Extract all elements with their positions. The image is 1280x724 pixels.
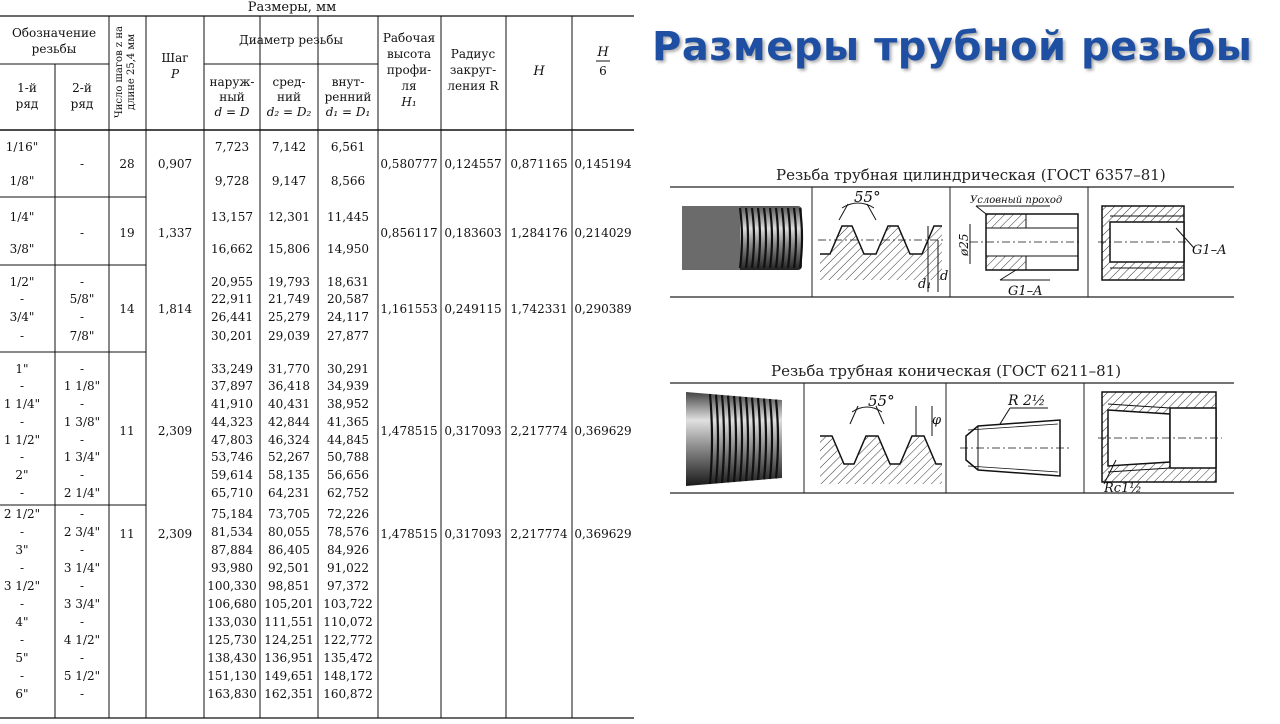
cell-height: 0,856117 — [380, 226, 438, 240]
cell-outer-diameter: 13,157 — [211, 210, 253, 224]
cell-H6: 0,369629 — [574, 527, 632, 541]
cyl-section-thread-label: G1–A — [1008, 284, 1043, 299]
cell-mid-diameter: 105,201 — [264, 597, 314, 611]
cell-mid-diameter: 124,251 — [264, 633, 314, 647]
header-H6-den: 6 — [599, 64, 607, 78]
cell-mid-diameter: 52,267 — [268, 450, 310, 464]
cell-row2: 1 3/8" — [63, 415, 101, 429]
header-row1: 1-й — [17, 81, 37, 95]
cell-row2: 5 1/2" — [63, 669, 101, 683]
header-height: высота — [386, 47, 432, 61]
cell-mid-diameter: 29,039 — [268, 329, 310, 343]
header-designation: резьбы — [31, 42, 77, 56]
cell-mid-diameter: 73,705 — [268, 507, 310, 521]
header-mid: ний — [277, 90, 301, 104]
cell-row1: 1 1/4" — [3, 397, 41, 411]
header-row1: ряд — [15, 97, 39, 111]
conical-internal-drawing — [1098, 392, 1222, 484]
header-row2: ряд — [70, 97, 94, 111]
header-mid: d₂ = D₂ — [266, 105, 312, 119]
header-inner: ренний — [324, 90, 372, 104]
cell-row1: 1/8" — [9, 174, 35, 188]
cell-row1: 5" — [15, 651, 29, 665]
cell-count: 14 — [119, 302, 135, 316]
cell-inner-diameter: 30,291 — [327, 362, 369, 376]
cell-outer-diameter: 30,201 — [211, 329, 253, 343]
cell-H6: 0,214029 — [574, 226, 632, 240]
cell-mid-diameter: 86,405 — [268, 543, 310, 557]
cell-height: 1,161553 — [380, 302, 438, 316]
cylindrical-section-drawing — [970, 206, 1082, 280]
cell-mid-diameter: 64,231 — [268, 486, 310, 500]
cell-outer-diameter: 41,910 — [211, 397, 253, 411]
cell-inner-diameter: 11,445 — [327, 210, 369, 224]
cell-outer-diameter: 93,980 — [211, 561, 253, 575]
cell-row2: - — [79, 651, 85, 665]
cell-row1: - — [19, 597, 25, 611]
header-height: ля — [401, 79, 417, 93]
cell-row1: - — [19, 329, 25, 343]
cell-row2: 5/8" — [69, 292, 95, 306]
cell-outer-diameter: 26,441 — [211, 310, 253, 324]
cell-outer-diameter: 81,534 — [211, 525, 253, 539]
cell-row1: - — [19, 292, 25, 306]
cell-inner-diameter: 38,952 — [327, 397, 369, 411]
header-dimensions: Размеры, мм — [247, 0, 337, 15]
cell-inner-diameter: 122,772 — [323, 633, 373, 647]
header-pitch-symbol: P — [170, 67, 180, 81]
cell-mid-diameter: 98,851 — [268, 579, 310, 593]
header-outer: d = D — [214, 105, 250, 119]
conical-caption: Резьба трубная коническая (ГОСТ 6211–81) — [771, 362, 1122, 380]
cell-outer-diameter: 133,030 — [207, 615, 257, 629]
cell-inner-diameter: 103,722 — [323, 597, 373, 611]
header-inner: внут- — [331, 75, 365, 89]
cell-H: 1,742331 — [510, 302, 568, 316]
cell-H: 2,217774 — [510, 527, 568, 541]
header-outer: наруж- — [209, 75, 255, 89]
cell-outer-diameter: 151,130 — [207, 669, 257, 683]
cell-inner-diameter: 20,587 — [327, 292, 369, 306]
cell-inner-diameter: 18,631 — [327, 275, 369, 289]
cell-row1: 1/4" — [9, 210, 35, 224]
cell-mid-diameter: 21,749 — [268, 292, 310, 306]
cell-row1: 1/16" — [5, 140, 39, 154]
cell-outer-diameter: 138,430 — [207, 651, 257, 665]
cell-row1: 1/2" — [9, 275, 35, 289]
cell-mid-diameter: 136,951 — [264, 651, 314, 665]
cell-mid-diameter: 40,431 — [268, 397, 310, 411]
conical-pipe-photo — [686, 392, 782, 486]
cell-row2: 4 1/2" — [63, 633, 101, 647]
cell-row2: 2 3/4" — [63, 525, 101, 539]
cell-mid-diameter: 36,418 — [268, 379, 310, 393]
cell-inner-diameter: 148,172 — [323, 669, 373, 683]
conical-profile-drawing — [820, 406, 942, 484]
cell-outer-diameter: 37,897 — [211, 379, 253, 393]
cell-row1: 3" — [15, 543, 29, 557]
cell-row1: - — [19, 415, 25, 429]
cell-inner-diameter: 110,072 — [323, 615, 373, 629]
cell-row1: - — [19, 669, 25, 683]
cell-count: 11 — [119, 424, 135, 438]
cell-row2: - — [79, 507, 85, 521]
cell-count: 11 — [119, 527, 135, 541]
cell-outer-diameter: 125,730 — [207, 633, 257, 647]
header-inner: d₁ = D₁ — [325, 105, 371, 119]
cell-row2: 7/8" — [69, 329, 95, 343]
cell-row2: - — [79, 687, 85, 701]
cell-row2: - — [79, 397, 85, 411]
cell-mid-diameter: 9,147 — [271, 174, 307, 188]
cell-row1: - — [19, 633, 25, 647]
cell-row2: - — [79, 543, 85, 557]
cell-H: 0,871165 — [510, 157, 568, 171]
phi-label: φ — [932, 413, 942, 428]
diameter-label: ø25 — [957, 233, 971, 256]
cell-mid-diameter: 162,351 — [264, 687, 314, 701]
r-label: R 2½ — [1008, 393, 1046, 409]
cell-mid-diameter: 15,806 — [268, 242, 310, 256]
cell-mid-diameter: 149,651 — [264, 669, 314, 683]
rc-label: Rc1½ — [1104, 481, 1142, 496]
cylindrical-thread-figure — [670, 184, 1234, 302]
cell-outer-diameter: 65,710 — [211, 486, 253, 500]
cell-row1: 2" — [15, 468, 29, 482]
header-radius: ления R — [447, 79, 499, 93]
cell-row2: - — [79, 433, 85, 447]
header-diameter: Диаметр резьбы — [238, 33, 344, 47]
cell-mid-diameter: 92,501 — [268, 561, 310, 575]
cell-radius: 0,124557 — [444, 157, 502, 171]
bore-label: Условный проход — [970, 195, 1063, 206]
cell-inner-diameter: 27,877 — [327, 329, 369, 343]
cell-row1: 1 1/2" — [3, 433, 41, 447]
cell-mid-diameter: 31,770 — [268, 362, 310, 376]
cell-row2: - — [79, 468, 85, 482]
header-outer: ный — [219, 90, 245, 104]
cell-mid-diameter: 12,301 — [268, 210, 310, 224]
cell-row1: 3/4" — [9, 310, 35, 324]
cell-inner-diameter: 97,372 — [327, 579, 369, 593]
cell-row1: 3 1/2" — [3, 579, 41, 593]
cell-row2: - — [79, 157, 85, 171]
header-height: H₁ — [401, 95, 417, 109]
cell-row1: 1" — [15, 362, 29, 376]
cell-mid-diameter: 111,551 — [264, 615, 314, 629]
cell-outer-diameter: 59,614 — [211, 468, 253, 482]
cell-outer-diameter: 75,184 — [211, 507, 253, 521]
cell-inner-diameter: 24,117 — [327, 310, 369, 324]
cell-pitch: 1,337 — [157, 226, 193, 240]
cell-height: 1,478515 — [380, 527, 438, 541]
cyl-d1-label: d₁ — [918, 277, 932, 292]
cell-row2: - — [79, 275, 85, 289]
cell-H6: 0,290389 — [574, 302, 632, 316]
cell-inner-diameter: 72,226 — [327, 507, 369, 521]
cell-outer-diameter: 44,323 — [211, 415, 253, 429]
header-radius: Радиус — [450, 47, 496, 61]
cell-outer-diameter: 100,330 — [207, 579, 257, 593]
cell-outer-diameter: 16,662 — [211, 242, 253, 256]
cell-mid-diameter: 58,135 — [268, 468, 310, 482]
cell-count: 28 — [119, 157, 135, 171]
cyl-angle-label: 55° — [854, 188, 881, 206]
cell-pitch: 0,907 — [157, 157, 193, 171]
cell-row1: - — [19, 379, 25, 393]
cylindrical-caption: Резьба трубная цилиндрическая (ГОСТ 6357–81) — [776, 166, 1166, 184]
cell-row2: 2 1/4" — [63, 486, 101, 500]
header-radius: закруг- — [449, 63, 497, 77]
cell-mid-diameter: 25,279 — [268, 310, 310, 324]
cell-row2: - — [79, 310, 85, 324]
cell-outer-diameter: 47,803 — [211, 433, 253, 447]
header-count: длине 25,4 мм — [126, 34, 137, 110]
cell-outer-diameter: 22,911 — [211, 292, 253, 306]
cell-row1: - — [19, 561, 25, 575]
cell-inner-diameter: 91,022 — [327, 561, 369, 575]
header-H6-num: H — [597, 45, 609, 60]
cell-row2: 1 3/4" — [63, 450, 101, 464]
cell-row2: - — [79, 615, 85, 629]
cell-outer-diameter: 106,680 — [207, 597, 257, 611]
cell-height: 1,478515 — [380, 424, 438, 438]
cell-pitch: 2,309 — [157, 527, 193, 541]
cell-row2: - — [79, 226, 85, 240]
cell-row2: - — [79, 579, 85, 593]
cell-outer-diameter: 87,884 — [211, 543, 253, 557]
cell-inner-diameter: 56,656 — [327, 468, 369, 482]
cell-H6: 0,369629 — [574, 424, 632, 438]
conical-external-drawing — [960, 408, 1070, 476]
page-title: Размеры трубной резьбы — [652, 24, 1253, 70]
cylindrical-internal-thread-drawing — [1098, 206, 1194, 280]
cell-row1: 3/8" — [9, 242, 35, 256]
cell-inner-diameter: 44,845 — [327, 433, 369, 447]
header-mid: сред- — [272, 75, 306, 89]
cell-inner-diameter: 8,566 — [330, 174, 366, 188]
cell-outer-diameter: 33,249 — [211, 362, 253, 376]
cell-height: 0,580777 — [380, 157, 438, 171]
cell-radius: 0,317093 — [444, 424, 502, 438]
cell-radius: 0,249115 — [444, 302, 502, 316]
con-angle-label: 55° — [868, 392, 895, 410]
cell-pitch: 1,814 — [157, 302, 193, 316]
cell-outer-diameter: 53,746 — [211, 450, 253, 464]
header-row2: 2-й — [72, 81, 92, 95]
cell-row1: 6" — [15, 687, 29, 701]
header-count: Число шагов z на — [114, 26, 125, 118]
cell-row2: 1 1/8" — [63, 379, 101, 393]
cell-mid-diameter: 7,142 — [271, 140, 307, 154]
cell-row1: - — [19, 525, 25, 539]
cell-row1: - — [19, 450, 25, 464]
header-H: H — [533, 64, 545, 79]
cell-inner-diameter: 135,472 — [323, 651, 373, 665]
cell-mid-diameter: 19,793 — [268, 275, 310, 289]
cell-outer-diameter: 7,723 — [214, 140, 250, 154]
conical-thread-figure — [670, 380, 1234, 498]
cell-radius: 0,317093 — [444, 527, 502, 541]
cell-inner-diameter: 62,752 — [327, 486, 369, 500]
cell-H: 1,284176 — [510, 226, 568, 240]
cell-outer-diameter: 20,955 — [211, 275, 253, 289]
threaded-pipe-photo — [682, 206, 802, 270]
cyl-internal-thread-label: G1–A — [1192, 243, 1227, 258]
cell-inner-diameter: 34,939 — [327, 379, 369, 393]
cell-row1: - — [19, 486, 25, 500]
cell-outer-diameter: 9,728 — [214, 174, 250, 188]
cell-inner-diameter: 50,788 — [327, 450, 369, 464]
cell-count: 19 — [119, 226, 135, 240]
cell-inner-diameter: 14,950 — [327, 242, 369, 256]
header-designation: Обозначение — [11, 26, 97, 40]
cell-row1: 2 1/2" — [3, 507, 41, 521]
cell-row1: 4" — [15, 615, 29, 629]
cell-row2: 3 1/4" — [63, 561, 101, 575]
cell-radius: 0,183603 — [444, 226, 502, 240]
cell-inner-diameter: 84,926 — [327, 543, 369, 557]
cell-inner-diameter: 160,872 — [323, 687, 373, 701]
cell-H: 2,217774 — [510, 424, 568, 438]
header-height: Рабочая — [382, 31, 436, 45]
cell-H6: 0,145194 — [574, 157, 632, 171]
cell-pitch: 2,309 — [157, 424, 193, 438]
cell-inner-diameter: 78,576 — [327, 525, 369, 539]
cell-outer-diameter: 163,830 — [207, 687, 257, 701]
cell-mid-diameter: 46,324 — [268, 433, 310, 447]
header-height: профи- — [386, 63, 432, 77]
cell-mid-diameter: 42,844 — [268, 415, 310, 429]
table-svg — [0, 0, 634, 720]
cell-row2: 3 3/4" — [63, 597, 101, 611]
cell-mid-diameter: 80,055 — [268, 525, 310, 539]
cell-row2: - — [79, 362, 85, 376]
cell-inner-diameter: 6,561 — [330, 140, 366, 154]
header-pitch: Шаг — [161, 51, 189, 65]
thread-dimension-table — [0, 0, 634, 720]
cell-inner-diameter: 41,365 — [327, 415, 369, 429]
cyl-d-label: d — [940, 269, 949, 284]
